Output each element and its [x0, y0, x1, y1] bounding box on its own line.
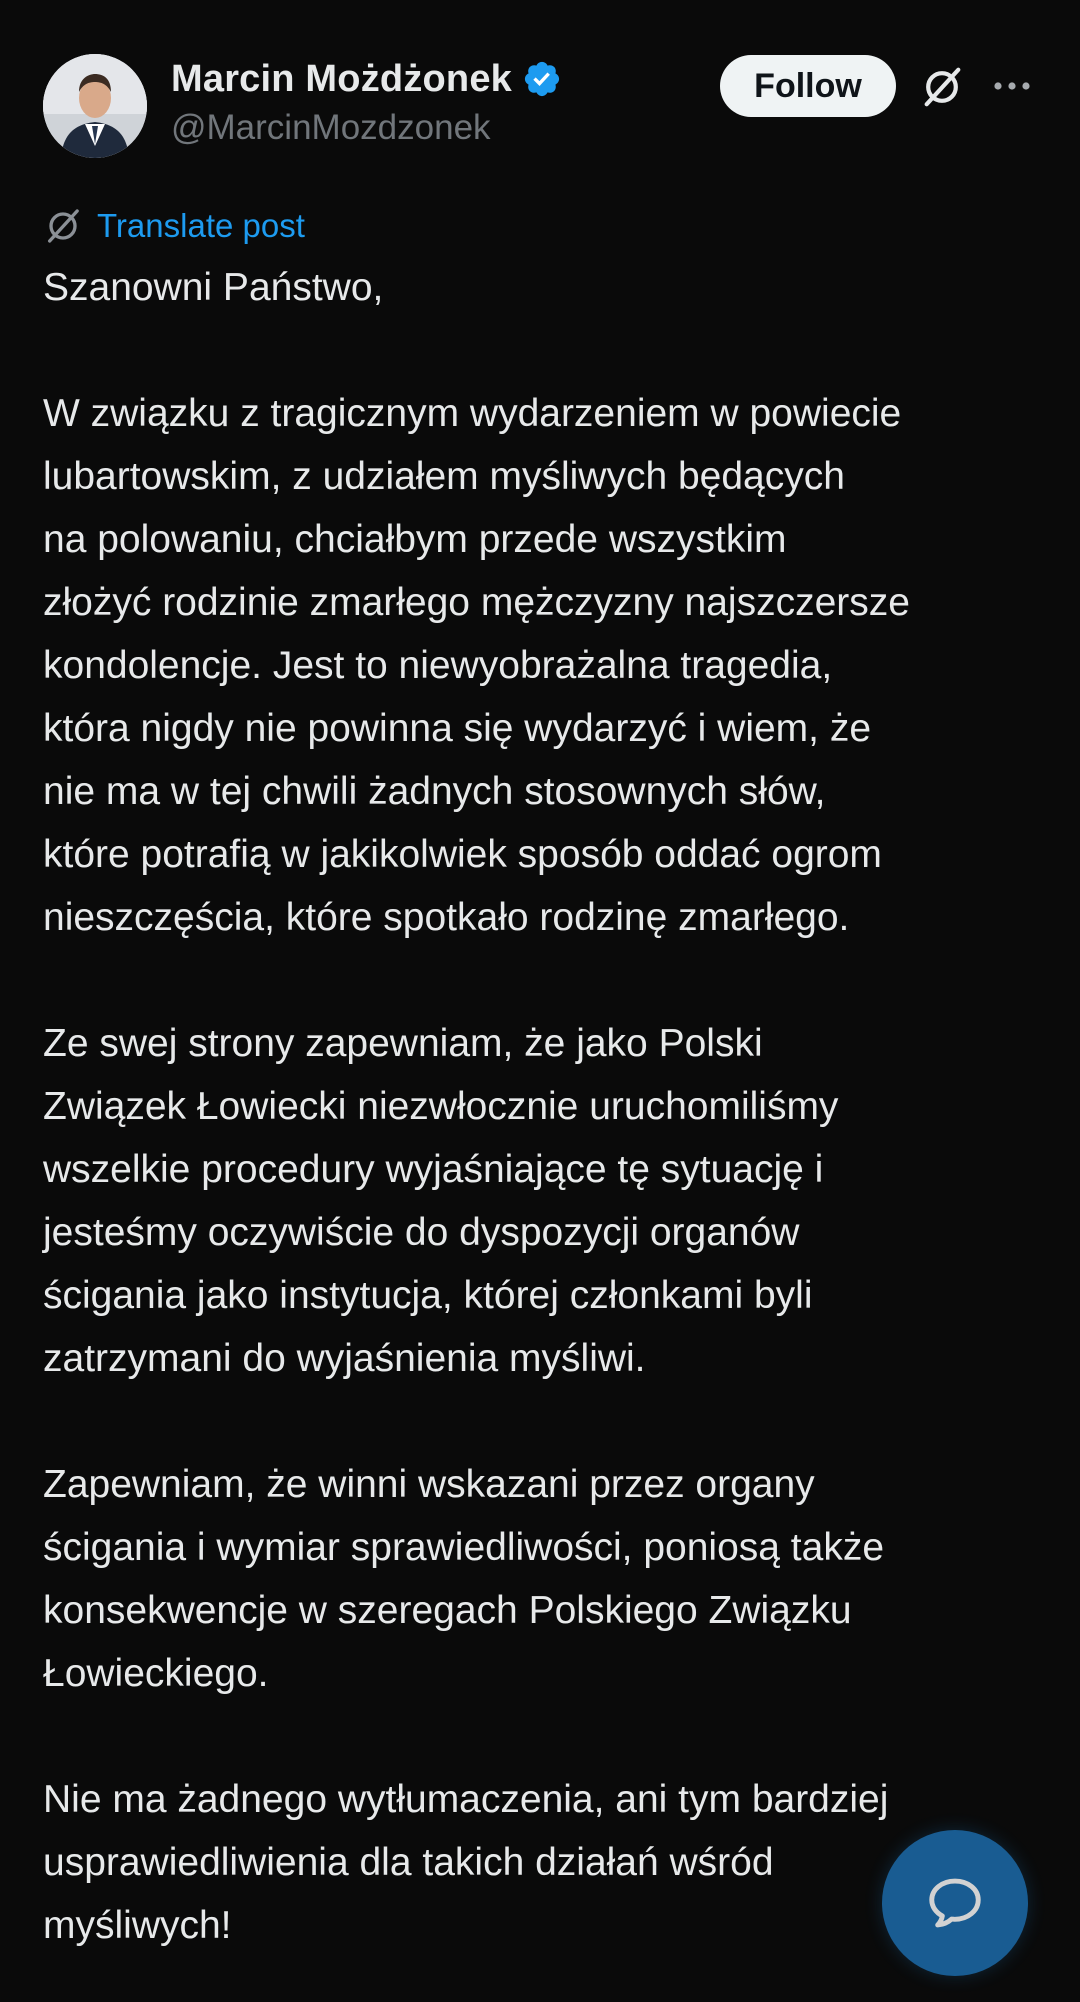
- post-text-line: na polowaniu, chciałbym przede wszystkim: [43, 518, 787, 561]
- post-text-line: Zapewniam, że winni wskazani przez organy: [43, 1463, 815, 1506]
- post-header: [0, 0, 1080, 190]
- compose-reply-icon: [924, 1872, 986, 1934]
- verified-badge-icon: [522, 59, 562, 99]
- post-text-line: ścigania i wymiar sprawiedliwości, poniosą także: [43, 1526, 885, 1569]
- paragraph-gap: [43, 1705, 1053, 1768]
- post-text-line: ścigania jako instytucja, której członkami byli: [43, 1274, 813, 1317]
- post-text-line: nie ma w tej chwili żadnych stosownych słów,: [43, 770, 826, 813]
- post-text-line: Ze swej strony zapewniam, że jako Polski: [43, 1022, 763, 1065]
- post-text: [43, 256, 1053, 1957]
- post-text-line: jesteśmy oczywiście do dyspozycji organów: [43, 1211, 800, 1254]
- more-options-icon[interactable]: [990, 72, 1034, 100]
- compose-reply-button[interactable]: [882, 1830, 1028, 1976]
- paragraph-gap: [43, 949, 1053, 1012]
- post-text-line: nieszczęścia, które spotkało rodzinę zmarłego.: [43, 896, 850, 939]
- post-text-line: wszelkie procedury wyjaśniające tę sytuację i: [43, 1148, 824, 1191]
- post-text-line: Szanowni Państwo,: [43, 266, 384, 309]
- author-display-name[interactable]: Marcin Możdżonek: [171, 57, 513, 100]
- grok-icon[interactable]: [919, 64, 965, 110]
- post-text-line: która nigdy nie powinna się wydarzyć i wiem, że: [43, 707, 872, 750]
- author-name-row: [171, 56, 562, 102]
- post-text-line: Łowieckiego.: [43, 1652, 269, 1695]
- paragraph-gap: [43, 1390, 1053, 1453]
- post-text-line: W związku z tragicznym wydarzeniem w powiecie: [43, 392, 902, 435]
- post-text-line: Związek Łowiecki niezwłocznie uruchomiliśmy: [43, 1085, 839, 1128]
- paragraph-gap: [43, 319, 1053, 382]
- author-avatar[interactable]: [43, 54, 147, 158]
- post-text-line: które potrafią w jakikolwiek sposób oddać ogrom: [43, 833, 882, 876]
- post-text-line: zatrzymani do wyjaśnienia myśliwi.: [43, 1337, 646, 1380]
- post-text-line: myśliwych!: [43, 1904, 232, 1947]
- follow-button[interactable]: Follow: [720, 55, 896, 117]
- translate-post-label[interactable]: Translate post: [97, 207, 305, 244]
- post-text-line: usprawiedliwienia dla takich działań wśród: [43, 1841, 774, 1884]
- translate-post-link[interactable]: [43, 204, 305, 248]
- author-handle[interactable]: @MarcinMozdzonek: [171, 108, 491, 147]
- post-text-line: złożyć rodzinie zmarłego mężczyzny najszczersze: [43, 581, 910, 624]
- translate-globe-icon: [43, 206, 83, 246]
- post-text-line: lubartowskim, z udziałem myśliwych będących: [43, 455, 845, 498]
- post-text-line: konsekwencje w szeregach Polskiego Związku: [43, 1589, 852, 1632]
- post-text-line: kondolencje. Jest to niewyobrażalna tragedia,: [43, 644, 833, 687]
- post-text-line: Nie ma żadnego wytłumaczenia, ani tym bardziej: [43, 1778, 889, 1821]
